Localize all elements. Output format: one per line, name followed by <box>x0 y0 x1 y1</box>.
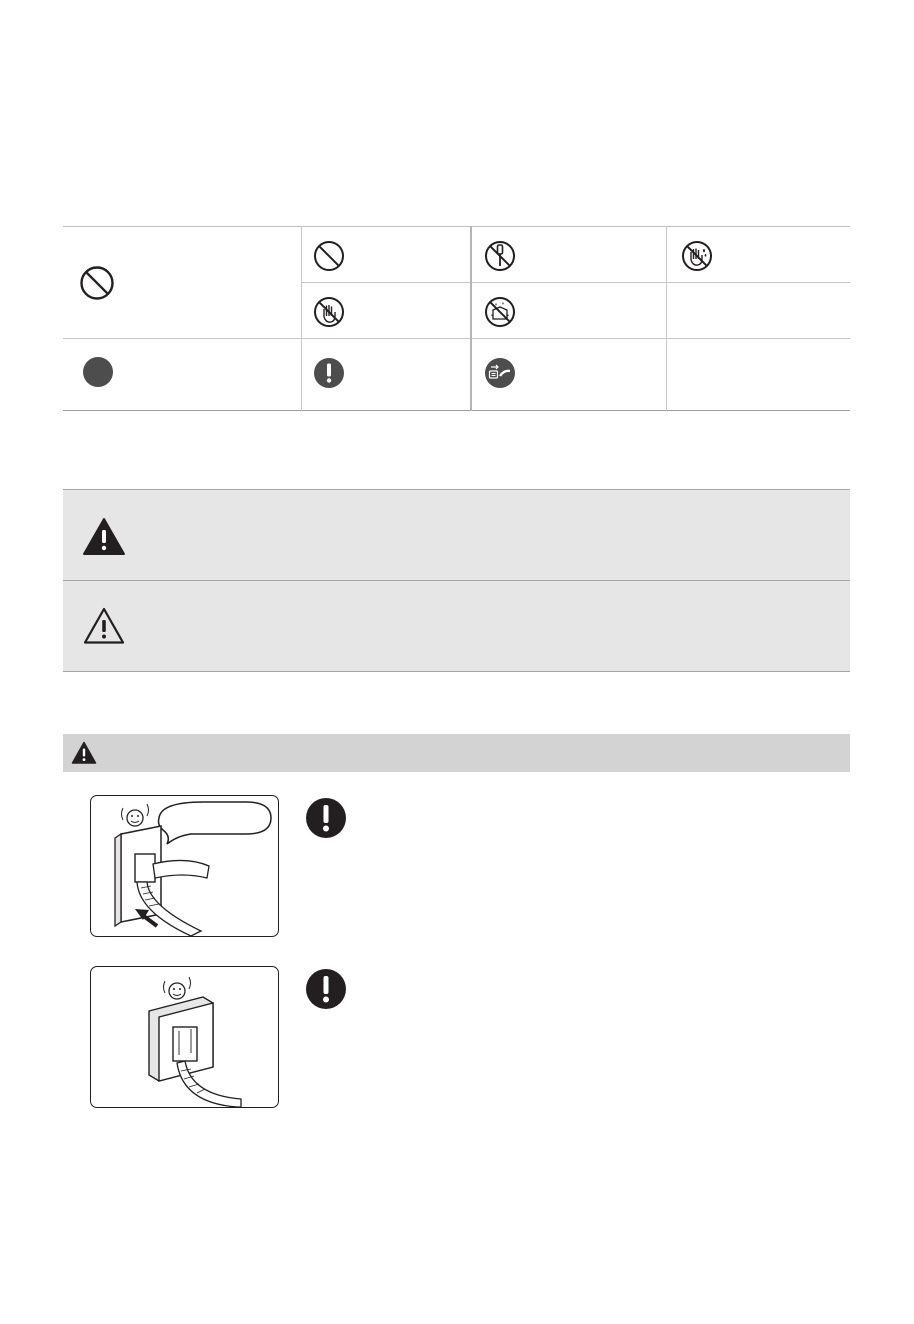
mandatory-dot-icon <box>82 356 114 388</box>
divider <box>63 671 850 672</box>
mandatory-exclamation-icon <box>305 797 347 839</box>
symbol-table <box>63 226 850 411</box>
prohibit-icon <box>313 240 345 272</box>
plug-fully-inserted-illustration <box>90 966 279 1108</box>
section-header-bar <box>63 734 850 772</box>
caution-outline-triangle-icon <box>82 606 126 646</box>
no-disassembly-icon <box>484 240 516 272</box>
no-water-icon <box>484 296 516 328</box>
mandatory-exclamation-icon <box>313 357 345 389</box>
mandatory-exclamation-icon <box>305 968 347 1010</box>
prohibit-circle-icon <box>79 265 115 301</box>
warning-filled-triangle-icon <box>71 741 97 765</box>
no-touch-icon <box>313 296 345 328</box>
warning-level-row <box>63 490 850 580</box>
warning-filled-triangle-icon <box>82 517 126 557</box>
caution-level-row <box>63 581 850 671</box>
unplug-icon <box>484 357 516 389</box>
no-wet-hands-icon <box>681 240 713 272</box>
plug-loose-in-socket-illustration <box>90 795 279 937</box>
